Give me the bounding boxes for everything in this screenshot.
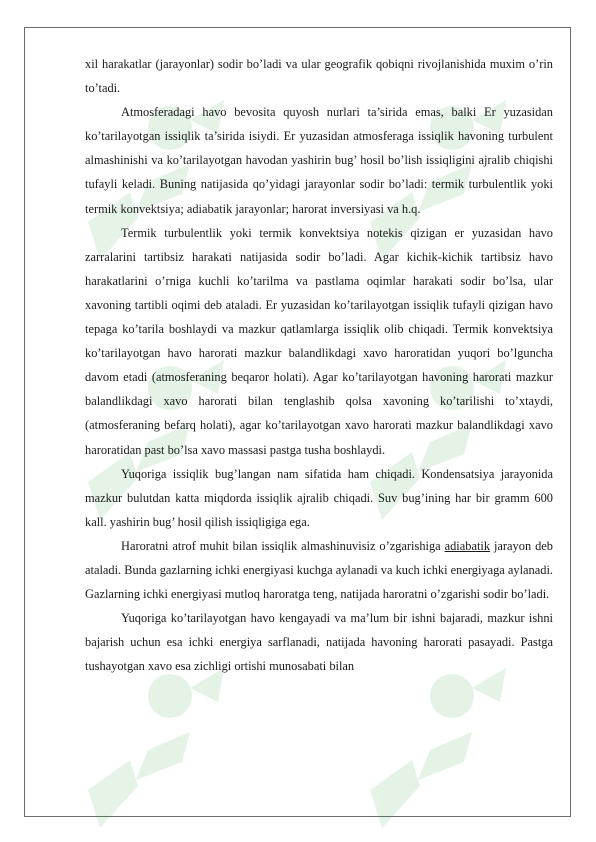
paragraph-rising-air: Yuqoriga ko’tarilayotgan havo kengayadi va ma’lum bir ishni bajaradi, mazkur ishni bajarish uchun esa ichki energiya sarflanadi, natijada havoning harorati pasayadi. Pastga tushayotgan xavo esa zichligi ortishi munosabati bilan bbox=[85, 611, 553, 674]
paragraph-atmosphere-heating: Atmosferadagi havo bevosita quyosh nurlari ta’sirida emas, balki Er yuzasidan ko’tarilayotgan issiqlik ta’sirida isiydi. Er yuzasidan atmosferaga issiqlik havoning turbulent almashinishi va ko’tarilayotgan havodan yashirin bug’ hosil bo’lish issiqligini ajralib chiqishi tufayli keladi. Buning natijasida qo’yidagi jarayonlar sodir bo’ladi: termik turbulentlik yoki termik konvektsiya; adiabatik jarayonlar; harorat inversiyasi va h.q. bbox=[85, 105, 553, 216]
paragraph-condensation: Yuqoriga issiqlik bug’langan nam sifatida ham chiqadi. Kondensatsiya jarayonida mazkur bulutdan katta miqdorda issiqlik ajralib chiqadi. Suv bug’ining har bir gramm 600 kall. yashirin bug’ hosil qilish issiqligiga ega. bbox=[85, 466, 553, 529]
document-body bbox=[85, 52, 553, 678]
paragraph-thermal-convection: Termik turbulentlik yoki termik konvektsiya notekis qizigan er yuzasidan havo zarralarini tartibsiz harakati natijasida sodir bo’ladi. Agar kichik-kichik tartibsiz havo harakatlarini o’rniga kuchli ko’tarilma va pastlama oqimlar harakati sodir bo’lsa, ular xavoning tartibli oqimi deb ataladi. Er yuzasidan ko’tarilayotgan issiqlik tufayli qizigan havo tepaga ko’tarila boshlaydi va mazkur qatlamlarga issiqlik olib chiqadi. Termik konvektsiya ko’tarilayotgan havo harorati mazkur balandlikdagi xavo haroratidan yuqori bo’lguncha davom etadi (atmosferaning beqaror holati). Agar ko’tarilayotgan havoning harorati mazkur balandlikdagi xavo harorati bilan tenglashib qolsa xavoning ko’tarilishi to’xtaydi, (atmosferaning befarq holati), agar ko’tarilayotgan xavo harorati mazkur balandlikdagi xavo haroratidan past bo’lsa xavo massasi pastga tusha boshlaydi. bbox=[85, 225, 553, 457]
paragraph-adiabatic bbox=[85, 534, 553, 606]
paragraph-intro: xil harakatlar (jarayonlar) sodir bo’ladi va ular geografik qobiqni rivojlanishida muxim o’rin to’tadi. bbox=[85, 57, 553, 96]
adiabatic-rest-text: jarayon deb ataladi. Bunda gazlarning ichki energiyasi kuchga aylanadi va kuch ichki energiyaga aylanadi. Gazlarning ichki energiyasi mutloq haroratga teng, natijada haroratni o’zgarishi sodir bo’ladi. bbox=[85, 538, 553, 602]
adiabatic-lead-text: Haroratni atrof muhit bilan issiqlik almashinuvisiz o’zgarishiga bbox=[121, 538, 445, 553]
adiabatic-term: adiabatik bbox=[444, 538, 491, 553]
